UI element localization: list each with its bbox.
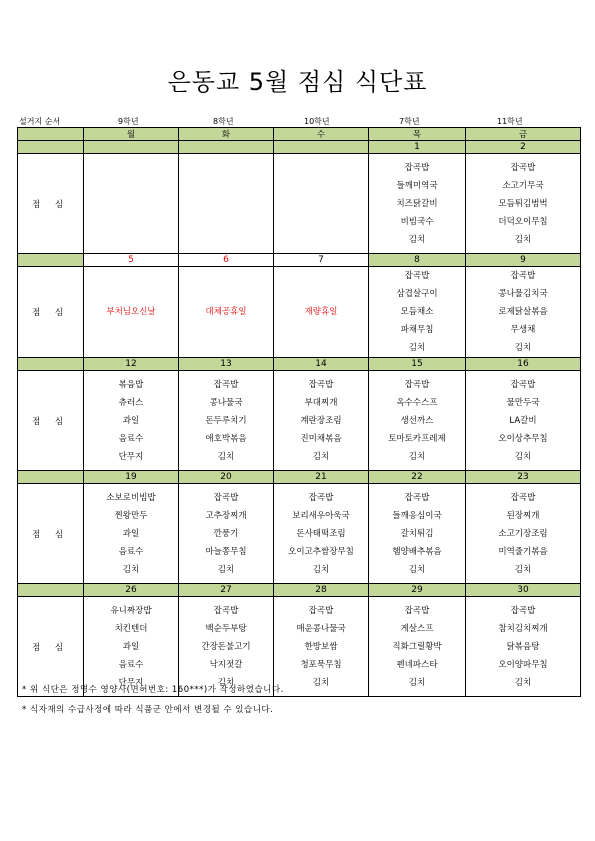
menu-item: 진미채볶음 — [300, 433, 342, 444]
date-cell: 19 — [84, 471, 179, 484]
meal-label: 점 심 — [18, 484, 84, 584]
grade-label-thu: 7학년 — [399, 117, 420, 126]
menu-cell — [179, 371, 274, 471]
menu-cell — [274, 154, 369, 254]
menu-item: 잡곡밥 — [308, 492, 334, 503]
date-cell: 7 — [274, 254, 369, 267]
menu-cell — [274, 484, 369, 584]
menu-item: 단무지 — [118, 451, 144, 462]
menu-item: 김치 — [312, 451, 330, 462]
day-of-week-cell: 월 — [84, 128, 179, 141]
menu-cell — [369, 597, 466, 697]
day-of-week-cell: 수 — [274, 128, 369, 141]
meal-row — [18, 484, 581, 584]
menu-item: 게살스프 — [400, 623, 434, 634]
menu-item: 오이양파무침 — [498, 659, 548, 670]
menu-item: 과일 — [122, 528, 140, 539]
menu-item: 더덕오이무침 — [498, 216, 548, 227]
menu-cell — [466, 597, 581, 697]
day-of-week-cell: 목 — [369, 128, 466, 141]
date-row-label — [18, 584, 84, 597]
menu-item: 들깨옹심이국 — [392, 510, 442, 521]
menu-item: 잡곡밥 — [404, 379, 430, 390]
menu-item: 김치 — [122, 564, 140, 575]
menu-item: 직화그릴황박 — [392, 641, 442, 652]
menu-table — [17, 127, 581, 697]
menu-item: 잡곡밥 — [213, 605, 239, 616]
menu-item: 비빔국수 — [400, 216, 434, 227]
date-cell: 6 — [179, 254, 274, 267]
menu-item: 김치 — [312, 677, 330, 688]
menu-item: 단무지 — [118, 677, 144, 688]
menu-item: 잡곡밥 — [510, 605, 536, 616]
menu-item: 마늘쫑무침 — [205, 546, 247, 557]
menu-item: 콩나물국 — [209, 397, 243, 408]
menu-item: 찐왕만두 — [114, 510, 148, 521]
grade-label-tue: 8학년 — [213, 117, 234, 126]
date-cell: 12 — [84, 358, 179, 371]
date-cell: 13 — [179, 358, 274, 371]
date-cell — [274, 141, 369, 154]
menu-cell — [84, 484, 179, 584]
date-row — [18, 584, 581, 597]
date-row — [18, 471, 581, 484]
menu-cell — [369, 267, 466, 358]
menu-item: 무생채 — [510, 325, 536, 335]
menu-item: 대체공휴일 — [205, 307, 247, 317]
menu-item: 들깨미역국 — [396, 180, 438, 191]
menu-item: 김치 — [514, 343, 532, 353]
corner-cell — [18, 128, 84, 141]
menu-cell — [84, 154, 179, 254]
menu-item: 잡곡밥 — [308, 379, 334, 390]
menu-item: 잡곡밥 — [510, 492, 536, 503]
menu-item: 잡곡밥 — [510, 271, 536, 281]
menu-item: 청포묵무침 — [300, 659, 342, 670]
menu-cell — [274, 597, 369, 697]
menu-cell — [274, 371, 369, 471]
meal-label: 점 심 — [18, 597, 84, 697]
day-of-week-row — [18, 128, 581, 141]
menu-item: 김치 — [408, 451, 426, 462]
menu-item: 잡곡밥 — [404, 605, 430, 616]
date-cell: 8 — [369, 254, 466, 267]
menu-item: 토마토카프레제 — [388, 433, 446, 444]
menu-item: 김치 — [408, 343, 426, 353]
menu-item: 김치 — [514, 564, 532, 575]
menu-item: 계란장조림 — [300, 415, 342, 426]
menu-item: 김치 — [408, 564, 426, 575]
menu-item: 잡곡밥 — [213, 379, 239, 390]
menu-item: 매운콩나물국 — [296, 623, 346, 634]
menu-item: 치킨텐더 — [114, 623, 148, 634]
grade-label-fri: 11학년 — [497, 117, 523, 126]
menu-item: 콩나물김치국 — [498, 289, 548, 299]
menu-cell — [466, 154, 581, 254]
menu-item: 보리새우아욱국 — [292, 510, 350, 521]
menu-item: 츄러스 — [118, 397, 144, 408]
menu-item: 깐풍기 — [213, 528, 239, 539]
menu-item: 참치김치찌개 — [498, 623, 548, 634]
grade-label-mon: 9학년 — [118, 117, 139, 126]
date-cell: 29 — [369, 584, 466, 597]
meal-label: 점 심 — [18, 267, 84, 358]
menu-item: 음료수 — [118, 659, 144, 670]
menu-item: 모듬튀김범벅 — [498, 198, 548, 209]
order-label: 설거지 순서 — [19, 117, 61, 126]
note-change: * 식자재의 수급사정에 따라 식품군 안에서 변경될 수 있습니다. — [22, 705, 274, 715]
menu-item: LA갈비 — [509, 415, 537, 426]
menu-item: 볶음밥 — [118, 379, 144, 390]
menu-item: 잡곡밥 — [404, 162, 430, 173]
menu-item: 삼겹살구이 — [396, 289, 438, 299]
menu-item: 생선까스 — [400, 415, 434, 426]
menu-cell — [466, 371, 581, 471]
menu-item: 잡곡밥 — [404, 492, 430, 503]
meal-label: 점 심 — [18, 371, 84, 471]
menu-item: 소고기무국 — [502, 180, 544, 191]
meal-row — [18, 154, 581, 254]
menu-item: 오이고추쌈장무침 — [288, 546, 354, 557]
menu-item: 부대찌개 — [304, 397, 338, 408]
menu-item: 김치 — [408, 234, 426, 245]
menu-item: 치즈닭갈비 — [396, 198, 438, 209]
meal-label: 점 심 — [18, 154, 84, 254]
note-author: * 위 식단은 정명수 영양사(면허번호: 160***)가 작성하였습니다. — [22, 685, 284, 695]
date-cell: 27 — [179, 584, 274, 597]
date-cell: 22 — [369, 471, 466, 484]
menu-item: 잡곡밥 — [510, 162, 536, 173]
date-cell: 9 — [466, 254, 581, 267]
date-cell: 21 — [274, 471, 369, 484]
date-cell: 16 — [466, 358, 581, 371]
date-cell: 15 — [369, 358, 466, 371]
menu-item: 음료수 — [118, 546, 144, 557]
page-title: 은동교 5월 점심 식단표 — [167, 68, 428, 96]
menu-cell — [179, 484, 274, 584]
notes — [22, 680, 284, 720]
menu-cell — [466, 267, 581, 358]
menu-item: 갈치튀김 — [400, 528, 434, 539]
date-row — [18, 254, 581, 267]
menu-item: 음료수 — [118, 433, 144, 444]
menu-cell — [84, 371, 179, 471]
menu-item: 잡곡밥 — [308, 605, 334, 616]
menu-item: 돈두루치기 — [205, 415, 247, 426]
menu-item: 과일 — [122, 641, 140, 652]
date-cell: 2 — [466, 141, 581, 154]
date-row-label — [18, 254, 84, 267]
menu-item: 과일 — [122, 415, 140, 426]
menu-item: 물만두국 — [506, 397, 540, 408]
date-cell — [179, 141, 274, 154]
date-row-label — [18, 141, 84, 154]
menu-item: 고추장찌개 — [205, 510, 247, 521]
menu-item: 닭볶음탕 — [506, 641, 540, 652]
menu-item: 펜네파스타 — [396, 659, 438, 670]
date-row — [18, 141, 581, 154]
menu-item: 김치 — [514, 234, 532, 245]
menu-item: 미역줄기볶음 — [498, 546, 548, 557]
menu-item: 김치 — [217, 451, 235, 462]
menu-item: 한방보쌈 — [304, 641, 338, 652]
holiday-cell — [274, 267, 369, 358]
menu-cell — [369, 154, 466, 254]
menu-item: 백순두부탕 — [205, 623, 247, 634]
menu-item: 애호박볶음 — [205, 433, 247, 444]
menu-item: 돈사태떡조림 — [296, 528, 346, 539]
menu-item: 김치 — [312, 564, 330, 575]
menu-item: 잡곡밥 — [510, 379, 536, 390]
menu-item: 유니짜장밥 — [110, 605, 152, 616]
day-of-week-cell: 화 — [179, 128, 274, 141]
menu-item: 김치 — [514, 451, 532, 462]
date-cell: 1 — [369, 141, 466, 154]
holiday-cell — [84, 267, 179, 358]
date-row-label — [18, 358, 84, 371]
menu-cell — [466, 484, 581, 584]
menu-item: 김치 — [514, 677, 532, 688]
date-row — [18, 358, 581, 371]
menu-item: 잡곡밥 — [404, 271, 430, 281]
menu-item: 김치 — [408, 677, 426, 688]
date-cell: 5 — [84, 254, 179, 267]
menu-item: 재량휴일 — [304, 307, 338, 317]
menu-item: 부처님오신날 — [106, 307, 156, 317]
holiday-cell — [179, 267, 274, 358]
day-of-week-cell: 금 — [466, 128, 581, 141]
menu-item: 오이상추무침 — [498, 433, 548, 444]
menu-item: 낙지젓갈 — [209, 659, 243, 670]
menu-item: 옥수수스프 — [396, 397, 438, 408]
menu-cell — [369, 484, 466, 584]
date-cell: 14 — [274, 358, 369, 371]
menu-item: 김치 — [217, 564, 235, 575]
menu-item: 햄양배추볶음 — [392, 546, 442, 557]
menu-item: 소보로비빔밥 — [106, 492, 156, 503]
date-cell — [84, 141, 179, 154]
menu-cell — [179, 154, 274, 254]
menu-item: 된장찌개 — [506, 510, 540, 521]
date-cell: 26 — [84, 584, 179, 597]
date-cell: 28 — [274, 584, 369, 597]
menu-cell — [369, 371, 466, 471]
meal-row — [18, 371, 581, 471]
menu-item: 로제닭살볶음 — [498, 307, 548, 317]
menu-item: 파채무침 — [400, 325, 434, 335]
meal-row — [18, 267, 581, 358]
date-cell: 23 — [466, 471, 581, 484]
menu-item: 간장돈불고기 — [201, 641, 251, 652]
menu-item: 잡곡밥 — [213, 492, 239, 503]
grade-label-wed: 10학년 — [304, 117, 330, 126]
menu-item: 모듬채소 — [400, 307, 434, 317]
date-row-label — [18, 471, 84, 484]
date-cell: 20 — [179, 471, 274, 484]
date-cell: 30 — [466, 584, 581, 597]
menu-item: 소고기장조림 — [498, 528, 548, 539]
menu-item: 김치 — [217, 677, 235, 688]
